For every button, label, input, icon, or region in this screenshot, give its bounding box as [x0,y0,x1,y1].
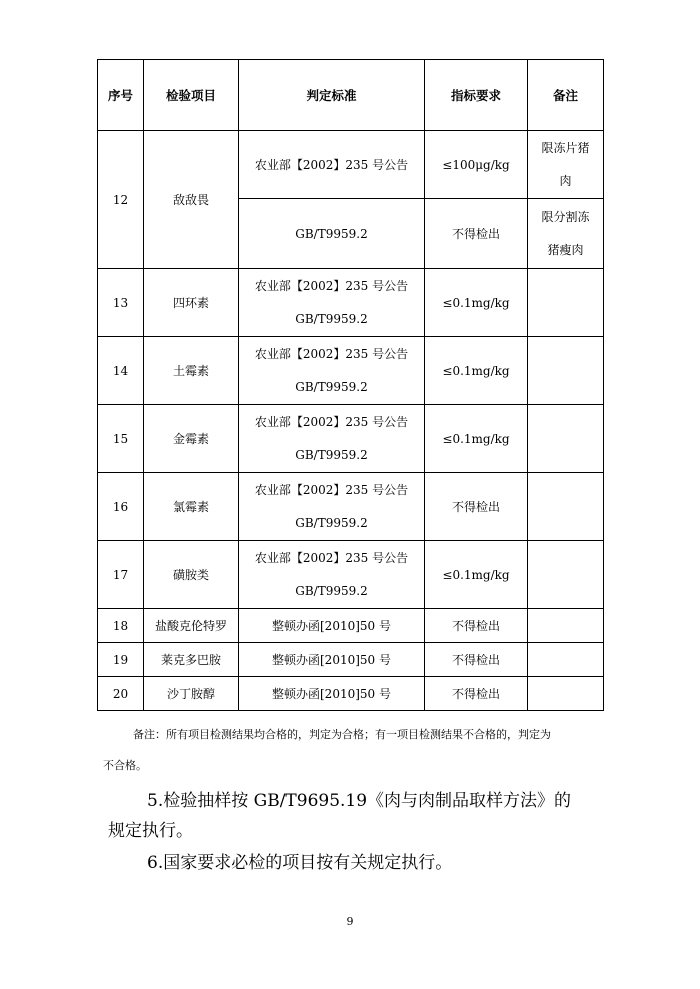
table-row [98,337,604,405]
row-item: 盐酸克伦特罗 [144,609,239,643]
row-remark [528,541,604,609]
row-standard [239,473,425,541]
table-row [98,609,604,643]
standard-line: GB/T9959.2 [295,515,368,530]
row-standard [239,405,425,473]
row-item: 沙丁胺醇 [144,677,239,711]
standard-line: GB/T9959.2 [295,583,368,598]
row-remark [528,609,604,643]
row-standard: 整顿办函[2010]50 号 [239,609,425,643]
remark-line: 限分割冻 [541,209,590,224]
row-no: 17 [98,541,144,609]
row-standard: 农业部【2002】235 号公告 [239,131,425,199]
table-note [103,719,613,781]
row-remark [528,473,604,541]
row-no: 14 [98,337,144,405]
row-limit: 不得检出 [425,609,528,643]
paragraph-5 [108,786,597,846]
row-limit: 不得检出 [425,199,528,269]
row-remark [528,199,604,269]
row-limit: 不得检出 [425,677,528,711]
row-limit: ≤100μg/kg [425,131,528,199]
row-no: 19 [98,643,144,677]
header-standard: 判定标准 [239,60,425,131]
table-row [98,473,604,541]
standard-line: GB/T9959.2 [295,311,368,326]
standard-line: 农业部【2002】235 号公告 [254,482,409,497]
row-no: 15 [98,405,144,473]
row-standard: GB/T9959.2 [239,199,425,269]
row-standard [239,269,425,337]
standard-line: 农业部【2002】235 号公告 [254,278,409,293]
row-standard [239,541,425,609]
header-limit: 指标要求 [425,60,528,131]
remark-line: 限冻片猪 [541,140,590,155]
row-remark [528,677,604,711]
table-header-row [98,60,604,131]
page-number: 9 [346,915,354,928]
standard-line: 农业部【2002】235 号公告 [254,414,409,429]
row-item: 氯霉素 [144,473,239,541]
row-no: 12 [98,131,144,269]
paragraph-6: 6.国家要求必检的项目按有关规定执行。 [147,853,453,873]
row-no: 18 [98,609,144,643]
row-item: 莱克多巴胺 [144,643,239,677]
table-row [98,677,604,711]
table-row [98,643,604,677]
row-limit: 不得检出 [425,643,528,677]
standard-line: 农业部【2002】235 号公告 [254,550,409,565]
row-item: 磺胺类 [144,541,239,609]
row-remark [528,131,604,199]
row-item: 敌敌畏 [144,131,239,269]
note-line: 备注：所有项目检测结果均合格的，判定为合格；有一项目检测结果不合格的，判定为 [133,728,551,741]
row-limit: ≤0.1mg/kg [425,269,528,337]
row-limit: 不得检出 [425,473,528,541]
header-no: 序号 [98,60,144,131]
row-standard: 整顿办函[2010]50 号 [239,643,425,677]
row-remark [528,643,604,677]
table-row [98,269,604,337]
row-remark [528,269,604,337]
inspection-table [97,59,604,711]
row-no: 20 [98,677,144,711]
row-item: 四环素 [144,269,239,337]
standard-line: 农业部【2002】235 号公告 [254,346,409,361]
row-standard: 整顿办函[2010]50 号 [239,677,425,711]
remark-line: 猪瘦肉 [547,242,584,257]
paragraph-line: 规定执行。 [108,821,193,841]
standard-line: GB/T9959.2 [295,379,368,394]
table-row [98,541,604,609]
paragraph-line: 5.检验抽样按 GB/T9695.19《肉与肉制品取样方法》的 [147,791,572,811]
row-limit: ≤0.1mg/kg [425,405,528,473]
row-limit: ≤0.1mg/kg [425,541,528,609]
row-limit: ≤0.1mg/kg [425,337,528,405]
row-item: 土霉素 [144,337,239,405]
header-remark: 备注 [528,60,604,131]
remark-line: 肉 [559,173,572,188]
row-no: 13 [98,269,144,337]
table-row [98,131,604,199]
row-standard [239,337,425,405]
table-row [98,405,604,473]
header-item: 检验项目 [144,60,239,131]
note-line: 不合格。 [103,759,147,772]
standard-line: GB/T9959.2 [295,447,368,462]
row-remark [528,337,604,405]
row-remark [528,405,604,473]
row-item: 金霉素 [144,405,239,473]
row-no: 16 [98,473,144,541]
